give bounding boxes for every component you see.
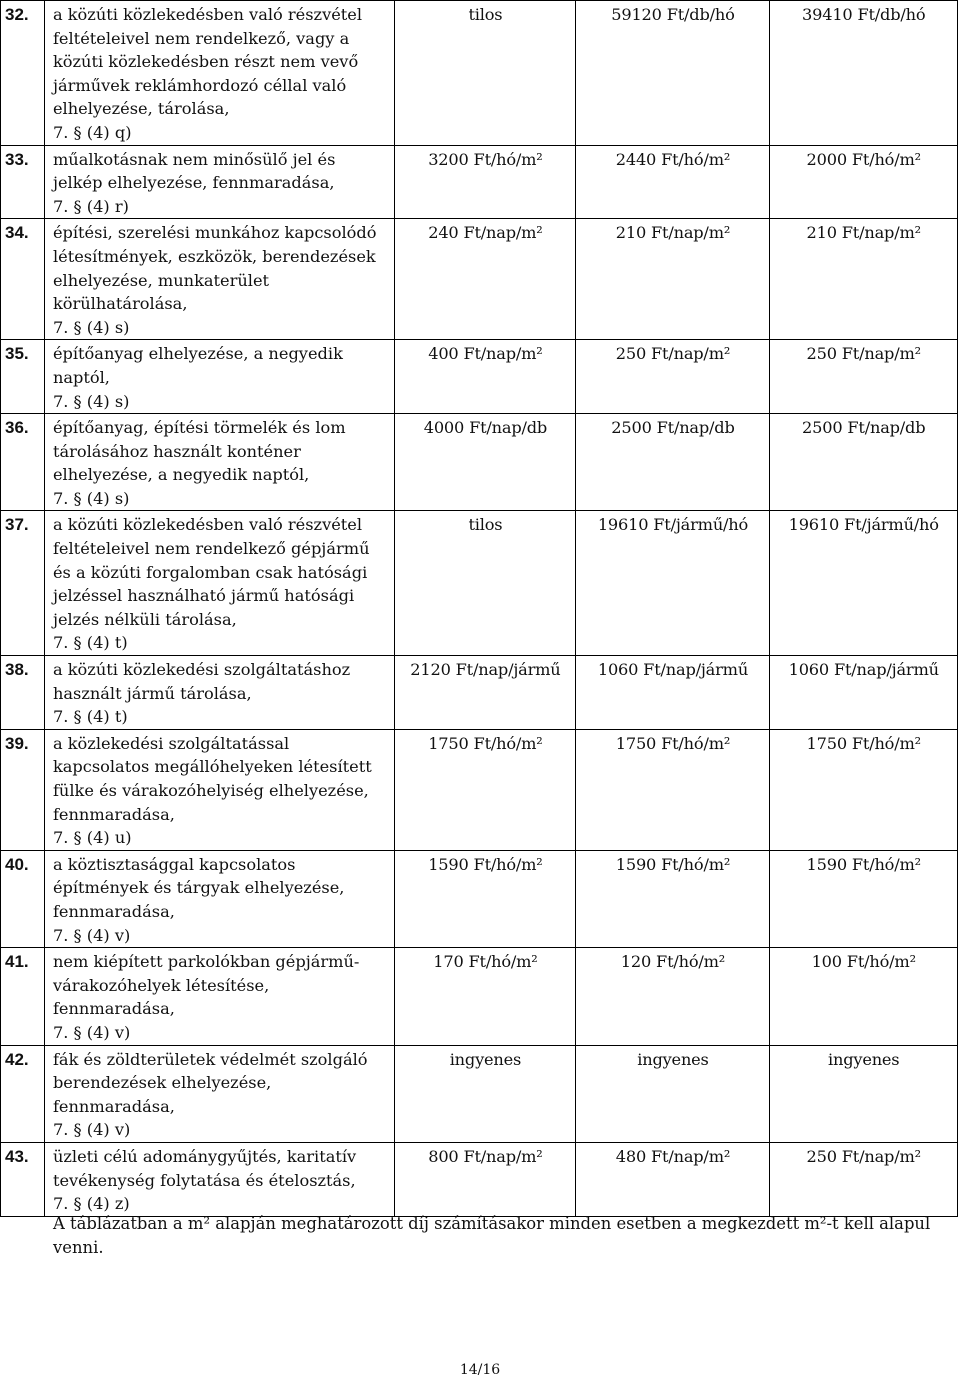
fee-zone-3: ingyenes: [770, 1045, 958, 1142]
row-description: [44, 511, 394, 656]
fee-zone-3: 2000 Ft/hó/m²: [770, 145, 958, 219]
row-number: 36.: [1, 414, 45, 511]
fee-zone-2: 120 Ft/hó/m²: [576, 948, 770, 1045]
fee-zone-2: 1060 Ft/nap/jármű: [576, 656, 770, 730]
fee-zone-2: 19610 Ft/jármű/hó: [576, 511, 770, 656]
fee-zone-3: 2500 Ft/nap/db: [770, 414, 958, 511]
fee-zone-2: 250 Ft/nap/m²: [576, 340, 770, 414]
description-line: építőanyag elhelyezése, a negyedik: [52, 344, 343, 364]
row-number: 42.: [1, 1045, 45, 1142]
description-line: tárolásához használt konténer: [52, 441, 301, 461]
fee-zone-3: 250 Ft/nap/m²: [770, 1142, 958, 1216]
row-description: [44, 729, 394, 850]
fee-table-body: [1, 1, 958, 1217]
description-line: a közúti közlekedésben való részvétel: [52, 5, 363, 24]
description-line: körülhatárolása,: [52, 294, 188, 314]
description-line: 7. § (4) v): [52, 925, 131, 945]
description-line: járművek reklámhordozó céllal való: [52, 75, 347, 95]
description-line: 7. § (4) v): [52, 1120, 131, 1140]
description-line: jelzés nélküli tárolása,: [52, 609, 237, 629]
description-line: várakozóhelyek létesítése,: [52, 975, 270, 995]
fee-zone-2: 2500 Ft/nap/db: [576, 414, 770, 511]
description-line: 7. § (4) q): [52, 122, 132, 142]
row-description: [44, 656, 394, 730]
description-line: építőanyag, építési törmelék és lom: [52, 418, 346, 438]
row-description: [44, 145, 394, 219]
fee-zone-2: 59120 Ft/db/hó: [576, 1, 770, 146]
description-line: 7. § (4) t): [52, 633, 128, 653]
fee-zone-3: 250 Ft/nap/m²: [770, 340, 958, 414]
description-line: tevékenység folytatása és ételosztás,: [52, 1170, 356, 1190]
page-number: 14/16: [459, 1362, 501, 1378]
row-number: 35.: [1, 340, 45, 414]
description-line: fák és zöldterületek védelmét szolgáló: [52, 1049, 368, 1069]
fee-zone-1: 1750 Ft/hó/m²: [395, 729, 576, 850]
fee-zone-3: 39410 Ft/db/hó: [770, 1, 958, 146]
fee-zone-2: 480 Ft/nap/m²: [576, 1142, 770, 1216]
fee-zone-1: 240 Ft/nap/m²: [395, 219, 576, 340]
row-number: 32.: [1, 1, 45, 146]
description-line: 7. § (4) s): [52, 317, 130, 337]
table-row: [1, 1, 958, 146]
row-description: [44, 414, 394, 511]
description-line: fennmaradása,: [52, 1096, 175, 1116]
fee-zone-3: 1750 Ft/hó/m²: [770, 729, 958, 850]
row-description: [44, 340, 394, 414]
fee-zone-3: 210 Ft/nap/m²: [770, 219, 958, 340]
fee-zone-3: 19610 Ft/jármű/hó: [770, 511, 958, 656]
fee-zone-2: 210 Ft/nap/m²: [576, 219, 770, 340]
description-line: a köztisztasággal kapcsolatos: [52, 854, 296, 874]
fee-zone-2: 2440 Ft/hó/m²: [576, 145, 770, 219]
description-line: 7. § (4) s): [52, 488, 130, 508]
table-row: [1, 414, 958, 511]
fee-zone-2: 1750 Ft/hó/m²: [576, 729, 770, 850]
fee-zone-1: tilos: [395, 1, 576, 146]
row-number: 38.: [1, 656, 45, 730]
fee-zone-1: 400 Ft/nap/m²: [395, 340, 576, 414]
description-line: 7. § (4) t): [52, 707, 128, 727]
description-line: berendezések elhelyezése,: [52, 1073, 272, 1093]
description-line: 7. § (4) z): [52, 1194, 130, 1214]
description-line: jelkép elhelyezése, fennmaradása,: [52, 173, 335, 193]
description-line: 7. § (4) s): [52, 391, 130, 411]
fee-zone-1: 4000 Ft/nap/db: [395, 414, 576, 511]
description-line: jelzéssel használható jármű hatósági: [52, 586, 355, 606]
footnote: A táblázatban a m² alapján meghatározott díj számításakor minden esetben a megkezdett m²-t kell alapul venni.: [53, 1214, 931, 1257]
description-line: a közlekedési szolgáltatással: [52, 733, 290, 753]
description-line: üzleti célú adománygyűjtés, karitatív: [52, 1146, 357, 1166]
row-number: 39.: [1, 729, 45, 850]
description-line: és a közúti forgalomban csak hatósági: [52, 562, 368, 582]
table-row: [1, 656, 958, 730]
description-line: fülke és várakozóhelyiség elhelyezése,: [52, 781, 369, 800]
description-line: elhelyezése, munkaterület: [52, 270, 270, 290]
description-line: 7. § (4) u): [52, 828, 132, 848]
description-line: kapcsolatos megállóhelyeken létesített: [52, 757, 372, 777]
fee-zone-1: 800 Ft/nap/m²: [395, 1142, 576, 1216]
table-row: [1, 850, 958, 947]
row-number: 33.: [1, 145, 45, 219]
row-description: [44, 1142, 394, 1216]
description-line: fennmaradása,: [52, 804, 175, 824]
row-number: 41.: [1, 948, 45, 1045]
description-line: közúti közlekedésben részt nem vevő: [52, 52, 359, 72]
fee-zone-1: 3200 Ft/hó/m²: [395, 145, 576, 219]
table-row: [1, 511, 958, 656]
description-line: elhelyezése, tárolása,: [52, 99, 230, 119]
description-line: naptól,: [52, 367, 110, 387]
table-row: [1, 145, 958, 219]
table-row: [1, 729, 958, 850]
description-line: 7. § (4) r): [52, 196, 129, 216]
row-number: 43.: [1, 1142, 45, 1216]
description-line: építmények és tárgyak elhelyezése,: [52, 878, 345, 898]
fee-zone-1: 2120 Ft/nap/jármű: [395, 656, 576, 730]
table-row: [1, 948, 958, 1045]
table-row: [1, 1045, 958, 1142]
description-line: műalkotásnak nem minősülő jel és: [52, 149, 336, 169]
description-line: építési, szerelési munkához kapcsolódó: [52, 223, 377, 243]
fee-zone-1: tilos: [395, 511, 576, 656]
row-number: 34.: [1, 219, 45, 340]
fee-zone-3: 1590 Ft/hó/m²: [770, 850, 958, 947]
fee-zone-1: ingyenes: [395, 1045, 576, 1142]
description-line: feltételeivel nem rendelkező, vagy a: [52, 28, 350, 48]
fee-zone-1: 170 Ft/hó/m²: [395, 948, 576, 1045]
row-description: [44, 1, 394, 146]
description-line: létesítmények, eszközök, berendezések: [52, 246, 376, 266]
description-line: fennmaradása,: [52, 999, 175, 1019]
description-line: 7. § (4) v): [52, 1022, 131, 1042]
fee-zone-3: 100 Ft/hó/m²: [770, 948, 958, 1045]
fee-zone-1: 1590 Ft/hó/m²: [395, 850, 576, 947]
table-row: [1, 219, 958, 340]
row-description: [44, 850, 394, 947]
row-description: [44, 219, 394, 340]
table-row: [1, 1142, 958, 1216]
fee-zone-3: 1060 Ft/nap/jármű: [770, 656, 958, 730]
row-number: 37.: [1, 511, 45, 656]
description-line: elhelyezése, a negyedik naptól,: [52, 465, 310, 485]
description-line: feltételeivel nem rendelkező gépjármű: [52, 539, 370, 559]
row-description: [44, 1045, 394, 1142]
fee-zone-2: 1590 Ft/hó/m²: [576, 850, 770, 947]
description-line: fennmaradása,: [52, 901, 175, 921]
description-line: használt jármű tárolása,: [52, 683, 252, 703]
description-line: a közúti közlekedésben való részvétel: [52, 515, 363, 535]
fee-zone-2: ingyenes: [576, 1045, 770, 1142]
description-line: nem kiépített parkolókban gépjármű-: [52, 952, 360, 972]
row-number: 40.: [1, 850, 45, 947]
description-line: a közúti közlekedési szolgáltatáshoz: [52, 660, 351, 680]
row-description: [44, 948, 394, 1045]
table-row: [1, 340, 958, 414]
